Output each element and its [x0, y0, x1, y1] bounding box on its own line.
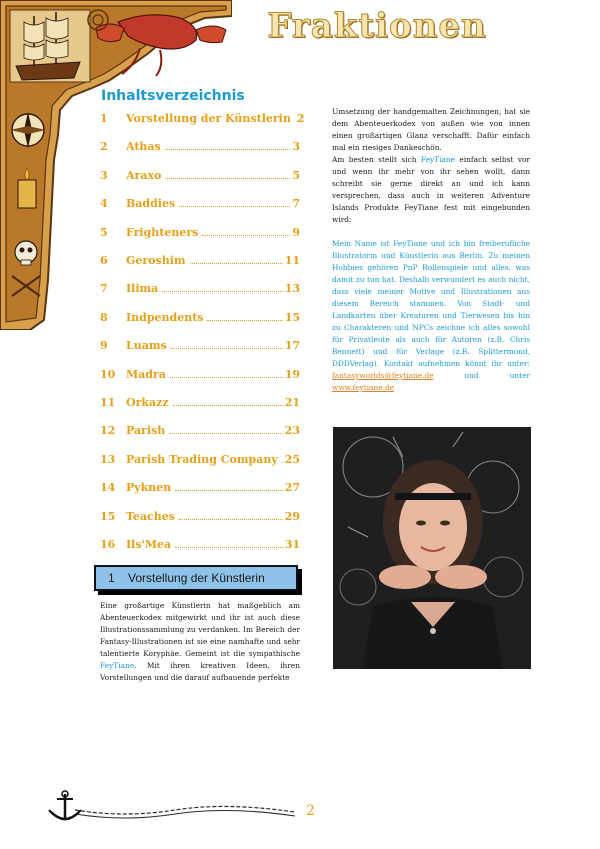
- website-link[interactable]: www.feytiane.de: [332, 383, 395, 392]
- section-number: 1: [108, 571, 115, 585]
- toc-leader-dots: [170, 376, 283, 378]
- artist-name: FeyTiane: [100, 661, 135, 670]
- toc-leader-dots: [207, 319, 282, 321]
- toc-leader-dots: [282, 461, 283, 463]
- toc-entry-label: Baddies: [126, 197, 176, 211]
- artist-photo: [333, 427, 531, 669]
- toc-entry-page: 15: [284, 310, 300, 324]
- toc-leader-dots: [169, 432, 282, 434]
- toc-entry-label: Athas: [126, 140, 161, 154]
- email-link[interactable]: fantasyworlds@feytiane.de: [332, 371, 434, 380]
- left-body-text: [100, 600, 300, 684]
- toc-entry[interactable]: [100, 169, 300, 189]
- section-heading: [94, 565, 298, 591]
- toc-entry[interactable]: [100, 140, 300, 160]
- toc-entry[interactable]: [100, 368, 300, 388]
- toc-entry-page: 13: [284, 282, 300, 296]
- toc-entry-label: Araxo: [126, 168, 162, 182]
- toc-entry-number: 15: [100, 509, 116, 523]
- section-title: Vorstellung der Künstlerin: [128, 571, 265, 585]
- toc-leader-dots: [173, 404, 283, 406]
- toc-entry[interactable]: [100, 226, 300, 246]
- toc-entry-page: 3: [292, 140, 300, 154]
- toc-entry-page: 9: [292, 225, 300, 239]
- toc-entry-number: 2: [100, 140, 108, 154]
- toc-leader-dots: [202, 234, 290, 236]
- toc-entry-number: 3: [100, 168, 108, 182]
- right-paragraph-2: [332, 154, 530, 226]
- toc-leader-dots: [179, 518, 283, 520]
- toc-entry-label: Orkazz: [126, 396, 169, 409]
- toc-entry[interactable]: [100, 282, 300, 302]
- toc-entry-label: Pyknen: [126, 481, 172, 495]
- toc-entry-number: 11: [100, 396, 116, 409]
- toc-entry-label: Ils'Mea: [126, 538, 172, 551]
- toc-heading: Inhaltsverzeichnis: [101, 88, 245, 104]
- toc-leader-dots: [190, 262, 283, 264]
- toc-entry-page: 29: [284, 509, 300, 523]
- toc-entry-page: 11: [284, 254, 300, 267]
- page-title: Fraktionen: [267, 6, 487, 46]
- toc-entry-page: 21: [284, 396, 300, 409]
- toc-leader-dots: [179, 205, 290, 207]
- toc-entry[interactable]: [100, 254, 300, 274]
- toc-leader-dots: [165, 148, 291, 150]
- toc-entry-number: 14: [100, 481, 116, 495]
- artist-quote-text: Mein Name ist FeyTiane und ich bin freiberufliche Illustratorin und Künstlerin aus Berlin. Zu meinen Hobbies gehören PnP Rollenspiele und alles, was damit zu tun hat. Deshalb verwundert es auch nicht, dass viele meiner Motive und Illustrationen aus diesem Bereich stammen. Von Stadt- und Landkarten über Kreaturen und Tierwesen bis hin zu Charakteren und NPCs zeichne ich alles sowohl für Privatleute als auch für Autoren (z.B. Chris Bennett) und für Verlage (z.B. Splittermond, DDDVerlag). Kontakt aufnehmen könnt ihr unter:: [332, 239, 530, 368]
- toc-entry-page: 19: [284, 367, 300, 381]
- toc-entry-page: 17: [284, 339, 300, 353]
- toc-entry[interactable]: [100, 453, 300, 473]
- toc-entry-number: 12: [100, 424, 116, 438]
- right-para2-part2: einfach selbst vor und wenn ihr mehr von ihr sehen wollt, dann schreibt sie gerne direkt an und ich kann versprechen, dass auch in weiteren Adventure Islands Produkte FeyTiane fest mit eingebunden wird:: [332, 155, 530, 224]
- toc-entry-page: 25: [284, 452, 300, 466]
- left-text-part1: Eine großartige Künstlerin hat maßgeblich am Abenteuerkodex mitgewirkt und ihr ist auch diese Illustrationssammlung zu verdanken. Im Bereich der Fantasy-Illustrationen ist sie eine namhafte und sehr talentierte Koryphäe. Gemeint ist die sympathische: [100, 601, 300, 658]
- toc-entry-page: 23: [284, 424, 300, 438]
- right-paragraph-1: Umsetzung der handgemalten Zeichnungen, hat sie dem Abenteuerkodex von außen wie von innen einen großartigen Glanz verschafft. Dafür einfach mal ein riesiges Dankeschön.: [332, 107, 530, 152]
- right-para2-part1: Am besten stellt sich: [332, 155, 421, 164]
- artist-name: FeyTiane: [420, 155, 456, 164]
- artist-quote: [332, 238, 530, 394]
- toc-entry-page: 31: [284, 538, 300, 551]
- page-number: 2: [306, 803, 315, 819]
- toc-leader-dots: [171, 347, 283, 349]
- corner-illustration: [0, 0, 232, 330]
- footer-anchor-ornament: [45, 790, 300, 826]
- and-text: und unter: [433, 371, 530, 380]
- toc-entry[interactable]: [100, 197, 300, 217]
- toc-entry-page: 7: [292, 197, 300, 211]
- toc-entry-number: 8: [100, 310, 108, 324]
- toc-entry-number: 13: [100, 452, 116, 466]
- toc-entry[interactable]: [100, 538, 300, 558]
- toc-leader-dots: [175, 546, 283, 548]
- toc-entry[interactable]: [100, 510, 300, 530]
- toc-entry-number: 9: [100, 339, 108, 353]
- toc-entry-number: 5: [100, 225, 108, 239]
- toc-entry-label: Parish: [126, 424, 166, 438]
- toc-entry-page: 2: [296, 112, 305, 125]
- toc-entry-label: Ilima: [126, 282, 159, 296]
- left-text-part2: . Mit ihren kreativen Ideen, ihren Vorstellungen und die darauf aufbauende perfekte: [100, 661, 300, 682]
- toc-entry[interactable]: [100, 339, 300, 359]
- toc-entry-number: 7: [100, 282, 108, 296]
- toc-entry-label: Vorstellung der Künstlerin: [126, 112, 291, 125]
- toc-entry-label: Madra: [126, 367, 166, 381]
- toc-entry-number: 10: [100, 367, 116, 381]
- toc-entry[interactable]: [100, 112, 305, 132]
- toc-leader-dots: [162, 290, 282, 292]
- toc-leader-dots: [165, 177, 290, 179]
- toc-entry[interactable]: [100, 311, 300, 331]
- toc-entry-number: 6: [100, 254, 108, 267]
- toc-entry-page: 5: [292, 168, 300, 182]
- toc-entry-number: 4: [100, 197, 108, 211]
- toc-entry[interactable]: [100, 424, 300, 444]
- toc-entry-number: 16: [100, 538, 116, 551]
- toc-leader-dots: [175, 489, 282, 491]
- toc-entry[interactable]: [100, 396, 300, 416]
- toc-entry[interactable]: [100, 481, 300, 501]
- toc-entry-label: Luams: [126, 339, 167, 353]
- toc-entry-label: Indpendents: [126, 310, 204, 324]
- toc-entry-label: Frighteners: [126, 225, 199, 239]
- toc-entry-label: Teaches: [126, 509, 175, 523]
- toc-entry-number: 1: [100, 112, 108, 125]
- right-body-text: [332, 106, 530, 394]
- toc-entry-page: 27: [284, 481, 300, 495]
- toc-entry-label: Parish Trading Company: [126, 452, 278, 466]
- toc-entry-label: Geroshim: [126, 254, 186, 267]
